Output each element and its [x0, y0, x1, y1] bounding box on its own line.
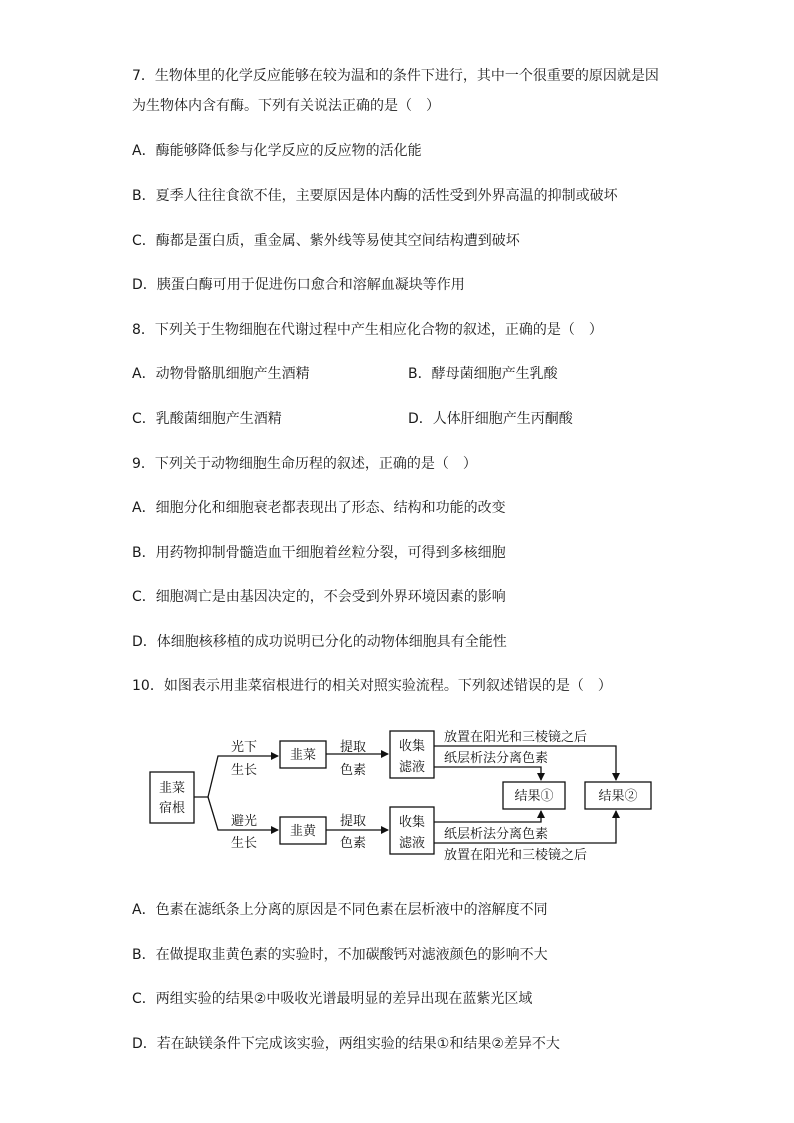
q8-option-d: D．人体肝细胞产生丙酮酸	[408, 411, 573, 427]
q8-option-b: B．酵母菌细胞产生乳酸	[408, 366, 558, 382]
result2-label: 结果②	[598, 789, 638, 804]
q9-option-c: C．细胞凋亡是由基因决定的，不会受到外界环境因素的影响	[132, 589, 506, 605]
q7-option-d: D．胰蛋白酶可用于促进伤口愈合和溶解血凝块等作用	[132, 277, 465, 293]
q10-stem: 10．如图表示用韭菜宿根进行的相关对照实验流程。下列叙述错误的是（ ）	[132, 678, 612, 694]
q10-option-b: B．在做提取韭黄色素的实验时，不加碳酸钙对滤液颜色的影响不大	[132, 947, 548, 963]
root-label-2: 宿根	[158, 801, 186, 816]
q9-option-a: A．细胞分化和细胞衰老都表现出了形态、结构和功能的改变	[132, 500, 506, 516]
lower-to-result1	[434, 811, 541, 822]
q7-option-c: C．酶都是蛋白质，重金属、紫外线等易使其空间结构遭到破坏	[132, 233, 520, 249]
root-label-1: 韭菜	[158, 781, 186, 796]
lower-filtrate-1: 收集	[398, 815, 426, 830]
lower-paper-label: 纸层析法分离色素	[444, 827, 549, 842]
q7-option-a: A．酶能够降低参与化学反应的反应物的活化能	[132, 143, 422, 159]
q8-option-a: A．动物骨骼肌细胞产生酒精	[132, 366, 310, 382]
upper-filtrate-2: 滤液	[398, 760, 426, 775]
q10-option-c: C．两组实验的结果②中吸收光谱最明显的差异出现在蓝紫光区域	[132, 991, 533, 1007]
upper-extract-1: 提取	[339, 740, 367, 755]
upper-condition-2: 生长	[230, 763, 258, 778]
upper-prism-label: 放置在阳光和三棱镜之后	[444, 730, 588, 745]
upper-extract-2: 色素	[339, 763, 367, 778]
q9-stem: 9．下列关于动物细胞生命历程的叙述，正确的是（ ）	[132, 456, 477, 472]
lower-extract-2: 色素	[339, 836, 367, 851]
lower-extract-1: 提取	[339, 814, 367, 829]
q7-stem-line1: 7．生物体里的化学反应能够在较为温和的条件下进行，其中一个很重要的原因就是因	[132, 68, 659, 84]
lower-condition-2: 生长	[230, 836, 258, 851]
q7-stem-line2: 为生物体内含有酶。下列有关说法正确的是（ ）	[132, 98, 440, 114]
q10-option-d: D．若在缺镁条件下完成该实验，两组实验的结果①和结果②差异不大	[132, 1036, 560, 1052]
q10-option-a: A．色素在滤纸条上分离的原因是不同色素在层析液中的溶解度不同	[132, 902, 548, 918]
q9-option-b: B．用药物抑制骨髓造血干细胞着丝粒分裂，可得到多核细胞	[132, 545, 506, 561]
q7-option-b: B．夏季人往往食欲不佳，主要原因是体内酶的活性受到外界高温的抑制或破坏	[132, 188, 618, 204]
q8-option-c: C．乳酸菌细胞产生酒精	[132, 411, 282, 427]
lower-prism-label: 放置在阳光和三棱镜之后	[444, 848, 588, 863]
upper-plant-label: 韭菜	[289, 748, 317, 763]
q8-stem: 8．下列关于生物细胞在代谢过程中产生相应化合物的叙述，正确的是（ ）	[132, 322, 603, 338]
upper-filtrate-1: 收集	[398, 739, 426, 754]
lower-condition-1: 避光	[230, 814, 258, 829]
upper-paper-label: 纸层析法分离色素	[444, 751, 549, 766]
q9-option-d: D．体细胞核移植的成功说明已分化的动物体细胞具有全能性	[132, 634, 507, 650]
result1-label: 结果①	[514, 789, 554, 804]
upper-to-result1	[434, 767, 541, 780]
lower-filtrate-2: 滤液	[398, 836, 426, 851]
lower-plant-label: 韭黄	[289, 824, 317, 839]
upper-condition-1: 光下	[230, 740, 258, 755]
